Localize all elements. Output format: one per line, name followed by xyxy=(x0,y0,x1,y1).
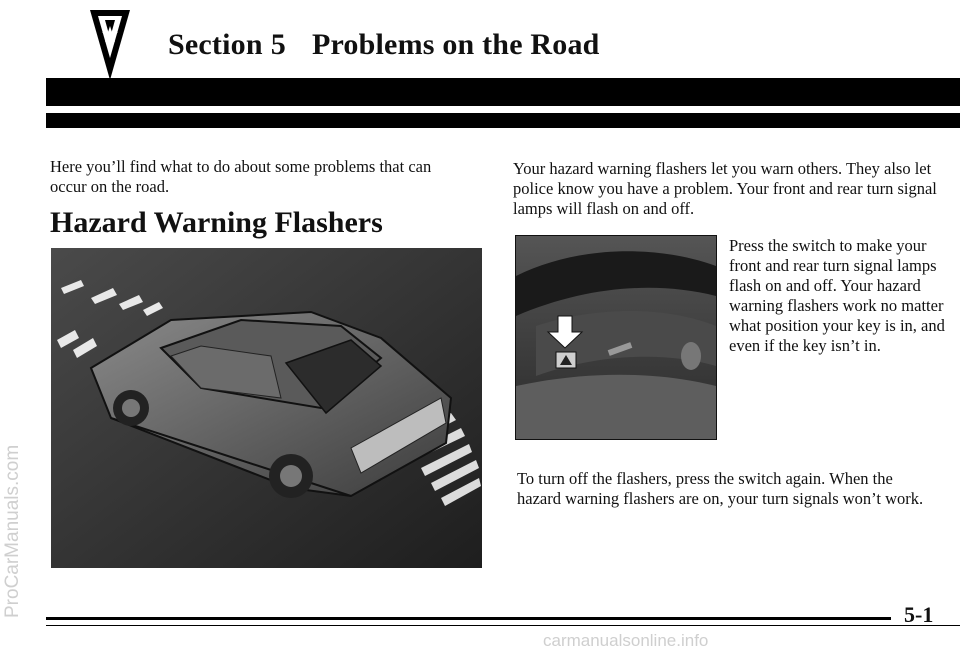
intro-paragraph: Here you’ll find what to do about some problems that can occur on the road. xyxy=(50,157,432,196)
header-bar xyxy=(46,78,960,106)
bottom-watermark: carmanualsonline.info xyxy=(543,631,709,650)
press-switch-paragraph: Press the switch to make your front and rear turn signal lamps flash on and off. Your hazard warning flashers work no matter what position your key is in, and even if the key isn’t in. xyxy=(729,236,945,355)
hazard-intro-paragraph: Your hazard warning flashers let you warn others. They also let police know you have a problem. Your front and rear turn signal lamps will flash on and off. xyxy=(513,159,937,218)
page-title xyxy=(168,28,600,62)
header-bar-thin xyxy=(46,113,960,128)
page-number: 5-1 xyxy=(904,602,934,627)
footer-rule-thin xyxy=(46,625,960,626)
section-heading: Hazard Warning Flashers xyxy=(50,206,383,239)
section-title: Problems on the Road xyxy=(311,28,600,61)
pontiac-logo-icon xyxy=(88,8,132,82)
hazard-switch-illustration xyxy=(515,235,717,440)
section-number: 5 xyxy=(270,28,286,61)
turn-off-paragraph: To turn off the flashers, press the switch again. When the hazard warning flashers are on, your turn signals won’t work. xyxy=(517,469,924,508)
car-illustration xyxy=(51,248,482,568)
side-watermark: ProCarManuals.com xyxy=(2,444,23,618)
section-label: Section xyxy=(168,28,263,61)
footer-rule xyxy=(46,617,891,620)
